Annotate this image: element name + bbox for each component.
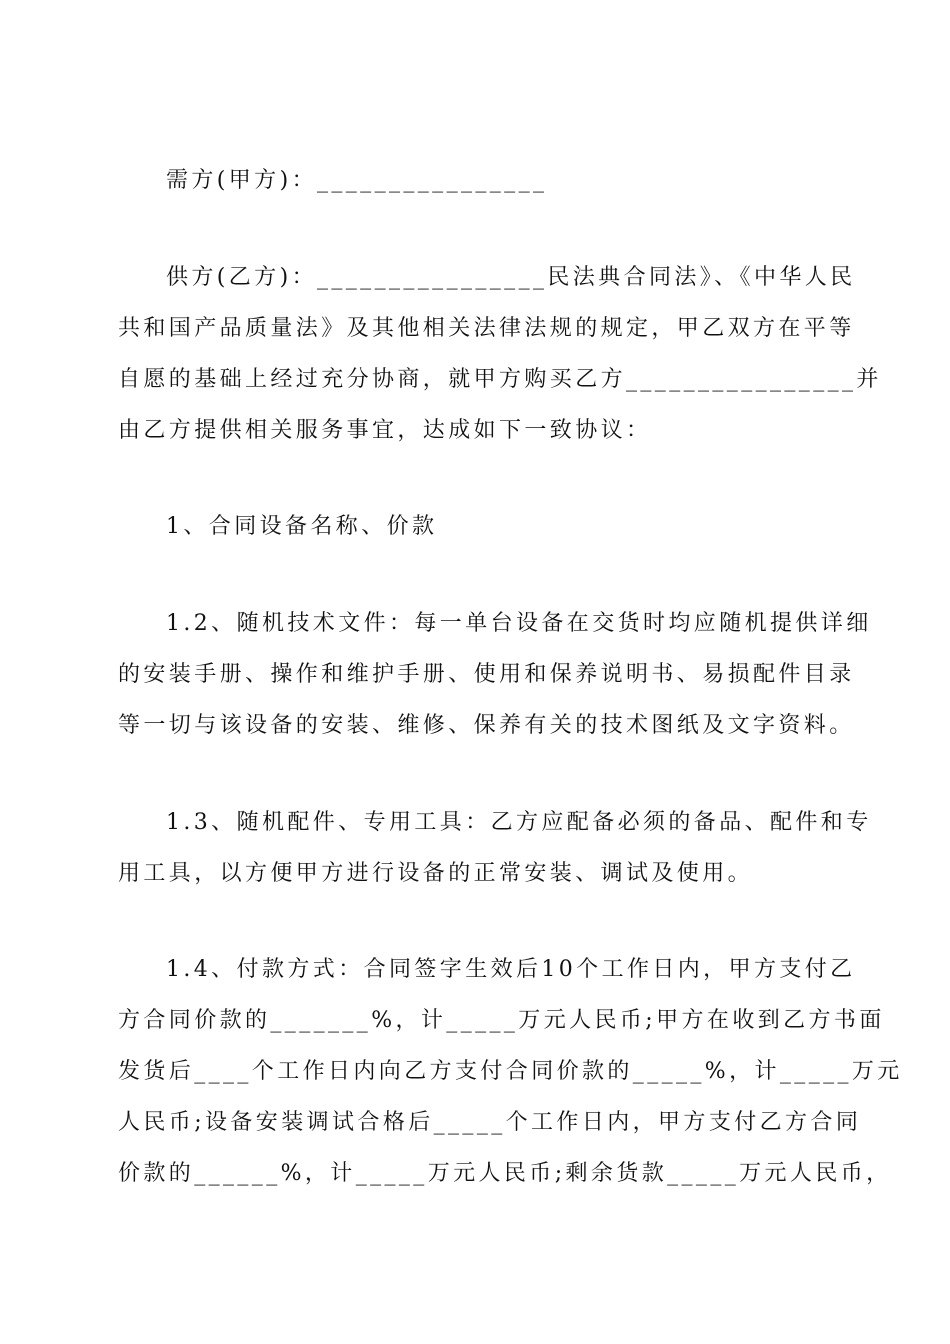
party-a-line: 需方(甲方)：________________ — [166, 168, 548, 193]
paragraph-line: 供方(乙方)：________________民法典合同法》、《中华人民 — [166, 265, 856, 290]
paragraph-line: 共和国产品质量法》及其他相关法律法规的规定，甲乙双方在平等 — [118, 316, 855, 341]
clause-line: 用工具，以方便甲方进行设备的正常安装、调试及使用。 — [118, 861, 754, 886]
clause-line: 1.3、随机配件、专用工具：乙方应配备必须的备品、配件和专 — [166, 810, 872, 835]
paragraph-line: 自愿的基础上经过充分协商，就甲方购买乙方________________并 — [118, 367, 882, 392]
clause-line: 发货后____个工作日内向乙方支付合同价款的_____%，计_____万元 — [118, 1059, 903, 1084]
clause-line: 1.4、付款方式：合同签字生效后10个工作日内，甲方支付乙 — [166, 957, 856, 982]
clause-line: 等一切与该设备的安装、维修、保养有关的技术图纸及文字资料。 — [118, 713, 855, 738]
clause-line: 方合同价款的_______%，计_____万元人民币;甲方在收到乙方书面 — [118, 1008, 885, 1033]
section-title: 1、合同设备名称、价款 — [166, 514, 438, 539]
paragraph-line: 由乙方提供相关服务事宜，达成如下一致协议： — [118, 418, 652, 443]
clause-line: 价款的______%，计_____万元人民币;剩余货款_____万元人民币， — [118, 1161, 892, 1186]
clause-line: 的安装手册、操作和维护手册、使用和保养说明书、易损配件目录 — [118, 662, 855, 687]
clause-line: 1.2、随机技术文件：每一单台设备在交货时均应随机提供详细 — [166, 611, 872, 636]
clause-line: 人民币;设备安装调试合格后_____个工作日内，甲方支付乙方合同 — [118, 1110, 862, 1135]
